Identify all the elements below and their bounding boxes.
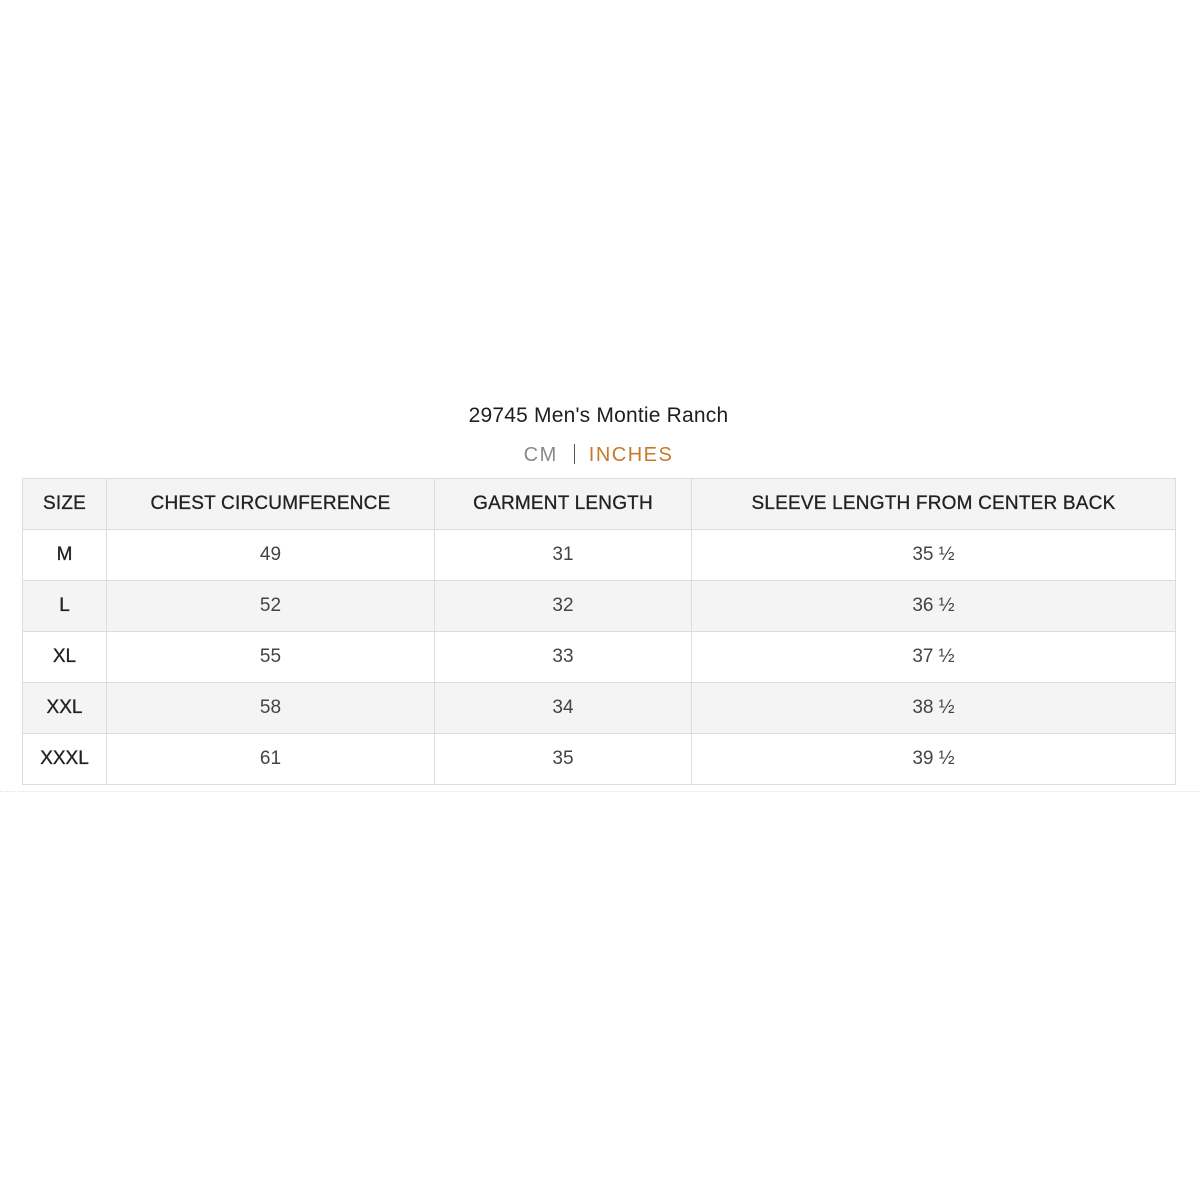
sleeve-cell: 37 ½	[692, 632, 1176, 683]
table-row	[23, 734, 1176, 785]
table-row	[23, 530, 1176, 581]
unit-divider	[574, 444, 575, 464]
table-row	[23, 581, 1176, 632]
size-cell: XL	[23, 632, 107, 683]
chest-cell: 58	[107, 683, 435, 734]
unit-toggle	[22, 436, 1175, 478]
table-row	[23, 632, 1176, 683]
sleeve-cell: 39 ½	[692, 734, 1176, 785]
length-cell: 33	[435, 632, 692, 683]
header-garment-length: GARMENT LENGTH	[435, 479, 692, 530]
length-cell: 34	[435, 683, 692, 734]
sleeve-cell: 36 ½	[692, 581, 1176, 632]
length-cell: 31	[435, 530, 692, 581]
size-table	[22, 478, 1176, 785]
unit-inches-option[interactable]: INCHES	[588, 444, 674, 466]
table-header-row	[23, 479, 1176, 530]
table-row	[23, 683, 1176, 734]
divider-line	[0, 791, 1200, 792]
length-cell: 35	[435, 734, 692, 785]
chest-cell: 55	[107, 632, 435, 683]
length-cell: 32	[435, 581, 692, 632]
size-cell: XXXL	[23, 734, 107, 785]
size-cell: L	[23, 581, 107, 632]
header-size: SIZE	[23, 479, 107, 530]
chest-cell: 49	[107, 530, 435, 581]
chart-title: 29745 Men's Montie Ranch	[468, 404, 729, 427]
header-chest-circumference: CHEST CIRCUMFERENCE	[107, 479, 435, 530]
sleeve-cell: 35 ½	[692, 530, 1176, 581]
sleeve-cell: 38 ½	[692, 683, 1176, 734]
size-cell: XXL	[23, 683, 107, 734]
unit-cm-option[interactable]: CM	[523, 444, 558, 466]
chest-cell: 52	[107, 581, 435, 632]
header-sleeve-length: SLEEVE LENGTH FROM CENTER BACK	[692, 479, 1176, 530]
chest-cell: 61	[107, 734, 435, 785]
size-chart	[22, 396, 1175, 785]
size-cell: M	[23, 530, 107, 581]
